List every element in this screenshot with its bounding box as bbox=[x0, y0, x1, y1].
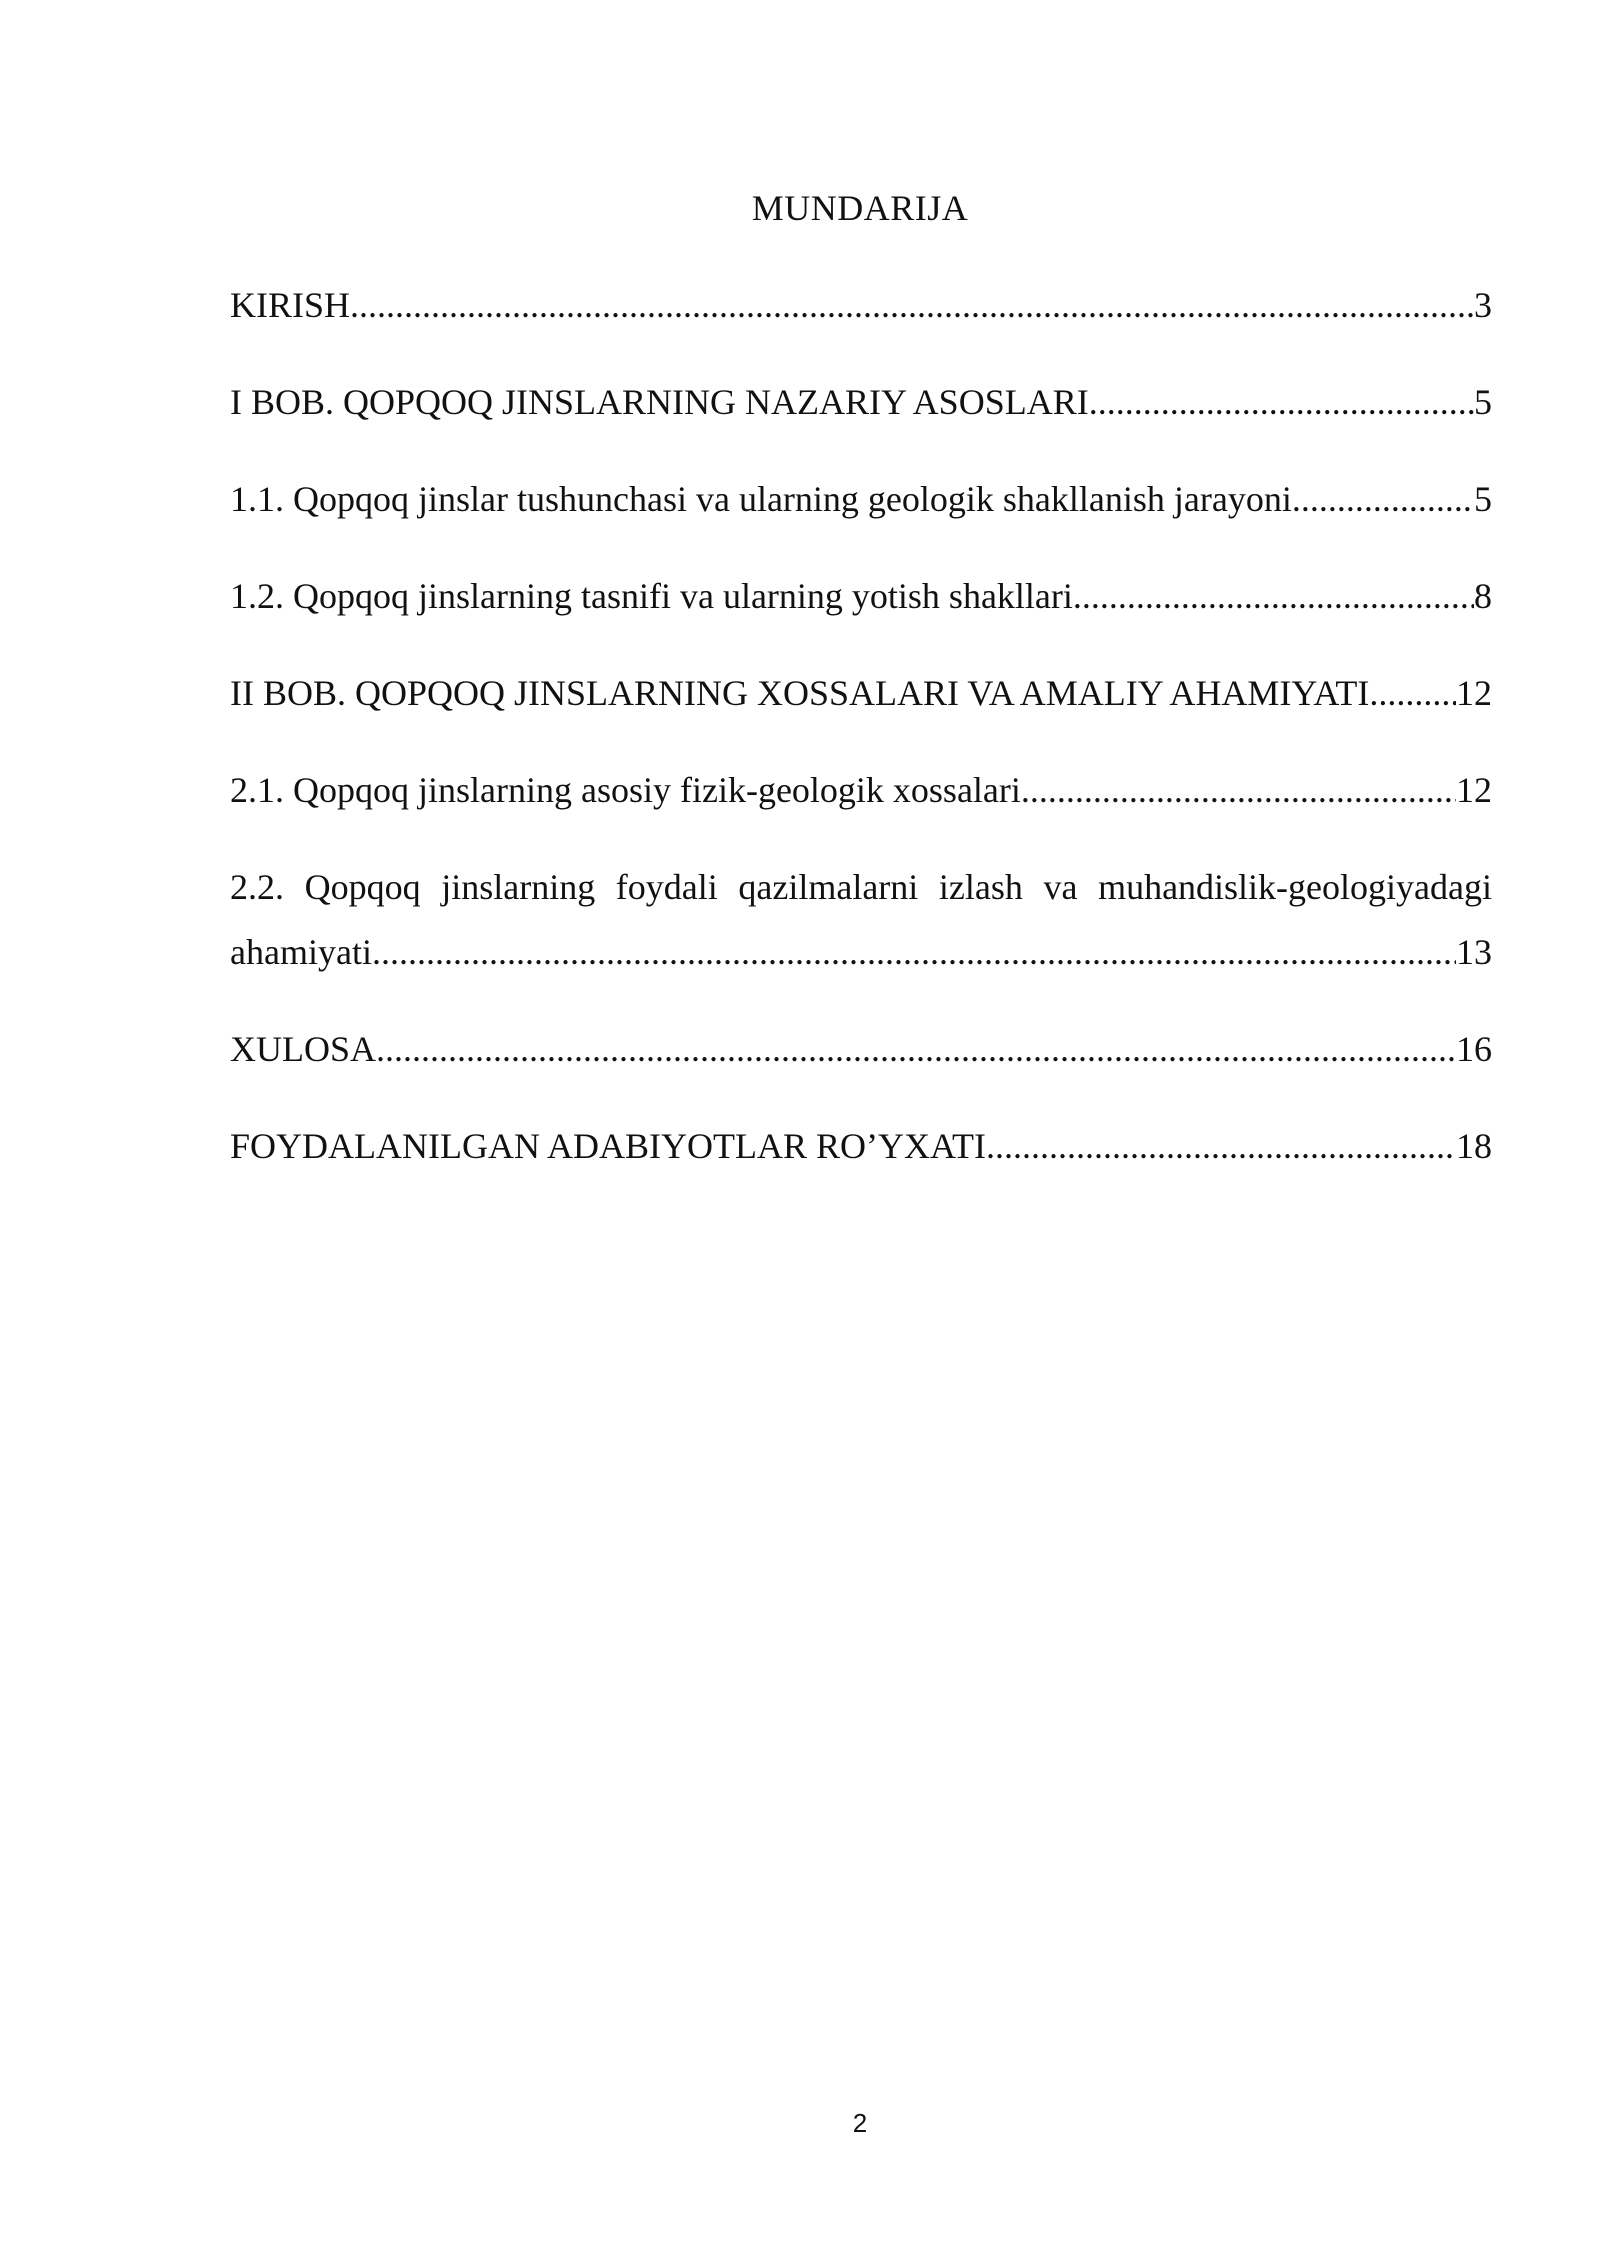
toc-entry-section-2-2[interactable] bbox=[230, 865, 1492, 974]
toc-leader-dots bbox=[1021, 768, 1456, 812]
toc-page-number: 12 bbox=[1456, 770, 1492, 810]
toc-entry-label-line1: 2.2. Qopqoq jinslarning foydali qazilmalarni izlash va muhandislik-geologiyadagi bbox=[230, 867, 1492, 907]
table-of-contents bbox=[230, 283, 1492, 1221]
toc-entry-section-2-1[interactable] bbox=[230, 768, 1492, 812]
page-number-footer: 2 bbox=[852, 2108, 868, 2138]
toc-page-number: 5 bbox=[1474, 382, 1492, 422]
toc-leader-dots bbox=[1292, 477, 1474, 521]
toc-leader-dots bbox=[350, 283, 1474, 327]
toc-entry-label: FOYDALANILGAN ADABIYOTLAR RO’YXATI bbox=[230, 1126, 986, 1166]
toc-entry-section-1-2[interactable] bbox=[230, 574, 1492, 618]
toc-entry-xulosa[interactable] bbox=[230, 1027, 1492, 1071]
toc-page-number: 3 bbox=[1474, 285, 1492, 325]
toc-entry-label: II BOB. QOPQOQ JINSLARNING XOSSALARI VA AMALIY AHAMIYATI bbox=[230, 673, 1370, 713]
toc-entry-chapter-1[interactable] bbox=[230, 380, 1492, 424]
toc-leader-dots bbox=[1089, 380, 1474, 424]
toc-entry-label: 1.2. Qopqoq jinslarning tasnifi va ularning yotish shakllari bbox=[230, 576, 1073, 616]
toc-entry-label: 2.1. Qopqoq jinslarning asosiy fizik-geologik xossalari bbox=[230, 770, 1021, 810]
toc-title: MUNDARIJA bbox=[751, 188, 969, 228]
toc-entry-label: KIRISH bbox=[230, 285, 351, 325]
toc-page-number: 18 bbox=[1456, 1126, 1492, 1166]
toc-entry-section-1-1[interactable] bbox=[230, 477, 1492, 521]
toc-leader-dots bbox=[376, 1027, 1456, 1071]
toc-page-number: 16 bbox=[1456, 1029, 1492, 1069]
toc-entry-chapter-2[interactable] bbox=[230, 671, 1492, 715]
toc-entry-label-line2: ahamiyati bbox=[230, 932, 372, 972]
toc-entry-label: XULOSA bbox=[230, 1029, 377, 1069]
toc-leader-dots bbox=[372, 930, 1456, 974]
toc-leader-dots bbox=[1369, 671, 1456, 715]
toc-entry-label: 1.1. Qopqoq jinslar tushunchasi va ularning geologik shakllanish jarayoni bbox=[230, 479, 1292, 519]
toc-page-number: 12 bbox=[1456, 673, 1492, 713]
toc-page-number: 13 bbox=[1456, 932, 1492, 972]
toc-entry-label: I BOB. QOPQOQ JINSLARNING NAZARIY ASOSLARI bbox=[230, 382, 1089, 422]
toc-entry-kirish[interactable] bbox=[230, 283, 1492, 327]
toc-leader-dots bbox=[1073, 574, 1474, 618]
toc-entry-references[interactable] bbox=[230, 1124, 1492, 1168]
toc-page-number: 5 bbox=[1474, 479, 1492, 519]
toc-page-number: 8 bbox=[1474, 576, 1492, 616]
toc-leader-dots bbox=[986, 1124, 1456, 1168]
